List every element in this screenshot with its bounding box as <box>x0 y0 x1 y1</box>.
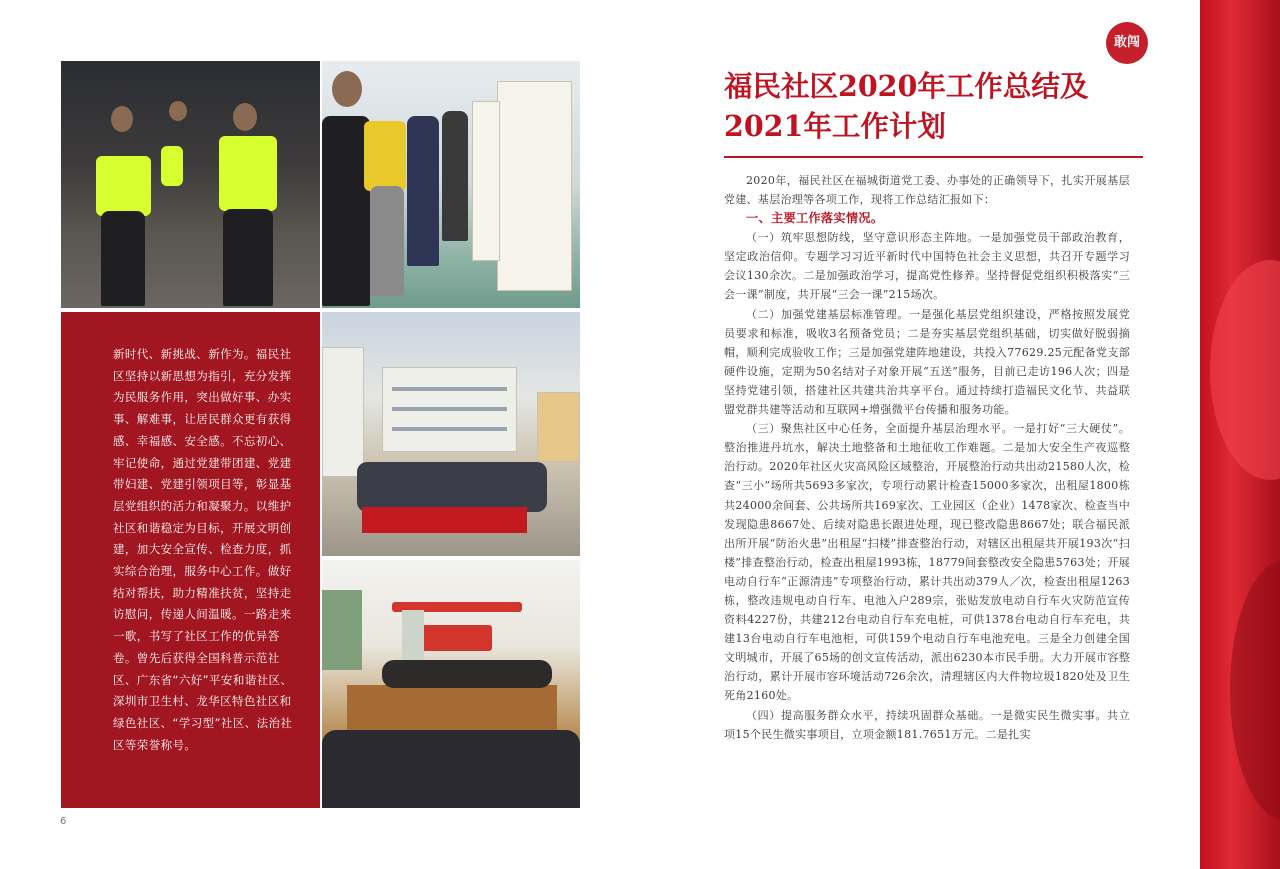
intro-panel <box>61 312 320 808</box>
title-rule <box>724 156 1143 158</box>
article-title: 福民社区2020年工作总结及2021年工作计划 <box>724 69 1089 143</box>
photo-exhibition-visit <box>322 61 580 308</box>
article-paragraph: （一）筑牢思想防线，坚守意识形态主阵地。一是加强党员干部政治教育，坚定政治信仰。专题学习习近平新时代中国特色社会主义思想，共召开专题学习会议130余次。二是加强政治学习，提高党性修养。坚持督促党组织积极落实“三会一课”制度，共开展“三会一课”215场次。 <box>724 231 1130 302</box>
article-paragraph: （三）聚焦社区中心任务，全面提升基层治理水平。一是打好“三大硬仗”。整治推进丹坑水，解决土地整备和土地征收工作难题。二是加大安全生产夜巡整治行动。2020年社区火灾高风险区域整治，开展整治行动共出动21580人次，检查“三小”场所共5693多家次，专项行动累计检查15000多家次，出租屋1800栋共24000余间套、公共场所共169家次、工业园区（企业）1478家次、检查当中发现隐患8667处、后续对隐患长跟进处理，现已整改隐患8667处；联合福民派出所开展“防治火患”出租屋“扫楼”排查整治行动，对辖区出租屋共开展193次“扫楼”排查整治行动，检查出租屋1993栋，18779间套整改安全隐患5763处；开展电动自行车“正源清违”专项整治行动，累计共出动379人／次，检查出租屋1263栋，整改违规电动自行车、电池入户289宗，张贴发放电动自行车火灾防范宣传资料4227份，共建212台电动自行车充电桩，可供1378台电动自行车充电，共建13台电动自行车电池柜，可供159个电动自行车电池充电。三是全力创建全国文明城市，开展了65场的创文宣传活动，派出6230本市民手册。大力开展市容整治行动，累计开展市容环境活动726余次，清理辖区内大件物垃圾1820处及卫生死角2160处。 <box>724 422 1130 703</box>
seal-logo: 敢闯 <box>1106 22 1148 64</box>
article-body <box>724 171 1130 744</box>
article-paragraph: （四）提高服务群众水平，持续巩固群众基础。一是微实民生微实事。共立项15个民生微实事项目，立项金额181.7651万元。二是扎实 <box>724 708 1130 741</box>
intro-text: 新时代、新挑战、新作为。福民社区坚持以新思想为指引，充分发挥为民服务作用，突出做好事、办实事、解难事，让居民群众更有获得感、幸福感、安全感。不忘初心、牢记使命，通过党建带团建、党建带妇建、党建引领项目等，彰显基层党组织的活力和凝聚力。以维护社区和谐稳定为目标，开展文明创建，加大安全宣传、检查力度，抓实综合治理，服务中心工作。做好结对帮扶，助力精准扶贫，坚持走访慰问，传递人间温暖。一路走来一歌，书写了社区工作的优异答卷。曾先后获得全国科普示范社区、广东省“六好”平安和谐社区、深圳市卫生村、龙华区特色社区和绿色社区、“学习型”社区、法治社区等荣誉称号。 <box>113 347 293 752</box>
article-opening: 2020年，福民社区在福城街道党工委、办事处的正确领导下，扎实开展基层党建、基层治理等各项工作，现将工作总结汇报如下： <box>724 174 1130 207</box>
page-number: 6 <box>60 816 67 827</box>
section-heading: 一、主要工作落实情况。 <box>746 211 884 226</box>
decorative-ribbon <box>1200 0 1280 869</box>
photo-group-building <box>322 312 580 556</box>
photo-meeting-room <box>322 560 580 808</box>
article-paragraph: （二）加强党建基层标准管理。一是强化基层党组织建设，严格按照发展党员要求和标准，吸收3名预备党员；二是夯实基层党组织基础，切实做好脱弱摘帽，顺利完成验收工作；三是加强党建阵地建设，共投入77629.25元配备党支部硬件设施，定期为50名结对子对象开展“五送”服务，目前已走访196人次；四是坚持党建引领，搭建社区共建共治共享平台。通过持续打造福民文化节、共益联盟党群共建等活动和互联网+增强微平台传播和服务功能。 <box>724 307 1130 417</box>
photo-street-patrol <box>61 61 320 308</box>
